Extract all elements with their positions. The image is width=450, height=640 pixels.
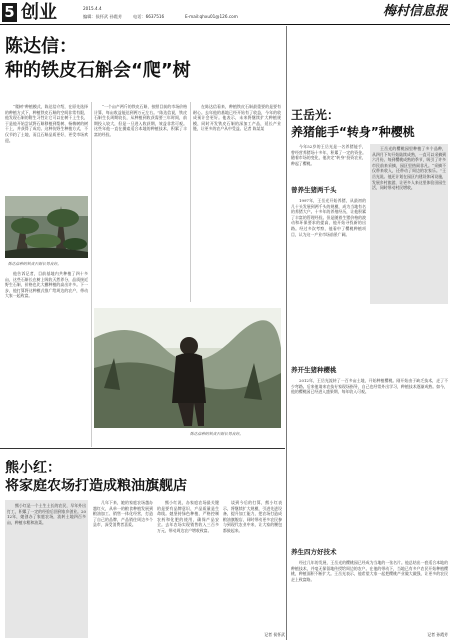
dendrobium-photo-graphic xyxy=(5,196,88,258)
section-title: 创业 xyxy=(21,2,57,23)
article-body: 他告诉记者，目前基地内共种植了四十多亩，这些石斛长在树上吸收天然养分，品质接近野生石斛，价格也比大棚种植的高出许多。下一步，他打算将这种模式推广给周边的农户，带动大家一起致富。 xyxy=(5,271,88,299)
article-body: 谈到今后的打算，熊小红表示，将继续扩大规模，引进先进设备，提升加工能力，把农场打造成粮油旗舰店，同时带动更多农民参与到现代农业中来，让大家的腰包都鼓起来。 xyxy=(223,500,282,533)
issue-date: 2015.4.4 xyxy=(83,6,102,11)
article-intro: 今年52岁的王岳光是一名养猪能手，曾经营养猪场十多年，积累了一定的资金。随着市场的变化，他决定“转身”投资农业，种起了樱桃。 xyxy=(291,144,366,166)
photo-farmer-woman xyxy=(94,308,281,428)
article-body: 在陈达信看来，种植铁皮石斛最重要的是要有耐心。去年他的基地已经开始有了收益，今年的收成预计会更好。他表示，未来将继续扩大种植规模，同时开发铁皮石斛的深加工产品，延长产业链，让更多的农户从中受益。记者 陈某某 xyxy=(193,104,281,132)
headline-chen-line2: 种的铁皮石斛会“爬”树 xyxy=(5,60,191,81)
email-line: E-mail:qhxu01@126.com xyxy=(185,14,238,19)
article-body: 经过几年的发展，王岳光的樱桃园已经成为当地的一张名片。他总结出一套适合本地的种植技术，并毫无保留地传授给周边的农户。在他的带动下，当地已有多户农民开始种植樱桃，种植面积不断扩大。王岳光表示，他希望大家一起把樱桃产业做大做强，让更多的农民走上致富路。 xyxy=(291,560,448,582)
column-rule xyxy=(91,102,92,447)
page-number-box xyxy=(2,3,17,22)
article-body: 王岳光的樱桃园里种植了多个品种，从四月下旬开始陆续成熟，一直可以采摘到六月份。每到樱桃成熟的季节，吸引了许多市民前来采摘，园区里热闹非凡。“采摘不仅带来收入，还带动了周边的农家乐。”王岳光说。他还计划在园区内建设休闲设施，发展乡村旅游，让更多人来这里体验田园生活，同时带动村民增收。 xyxy=(370,144,448,304)
article-body: 几年下来，她的家庭农场越办越红火，从单一的粮食种植发展到粮油加工、销售一体化经营，打造了自己的品牌，产品销往周边多个县市，深受消费者喜爱。 xyxy=(93,500,153,528)
paper-name: 梅村信息报 xyxy=(382,4,448,19)
article-body: 1997年，王岳光开始养猪，从最初的几十头发展到两千头的规模，成为当地有名的养猪大户。十多年的养殖经历，让他积累了丰富的管理经验。但是随着生猪价格的波动和环保要求的提高，他开始寻找新的出路。经过多次考察，他看中了樱桃种植项目，认为这一产业市场前景广阔。 xyxy=(291,198,366,237)
article-body: 熊小红是一个土生土长的农民，早年外出打工，积累了一定的经验后回到家乡创业。2012年，她创办了家庭农场，流转土地四百多亩，种植水稻和油菜。 xyxy=(5,500,88,638)
subhead-cherry-planting: 养开生猪种樱桃 xyxy=(291,366,337,374)
article-body: 2012年，王岳光流转了一百多亩土地，开始种植樱桃。刚开始由于缺乏技术，走了不少弯路。后来他请来农技专家现场指导，自己也经常外出学习，种植技术逐渐成熟。如今，他的樱桃园已经进入盛果期，每年收入可观。 xyxy=(291,378,448,395)
article-xiong-xiaohong xyxy=(0,450,285,640)
article-chen-daxin xyxy=(0,26,284,447)
article-body: “爬树”种植模式，陈达信介绍，在原先选择的种植方式下，种植铁皮石斛的空间非常有限，他发现石斛的附生习性让它可以在树干上生长，于是他开始尝试将石斛移植到梨树、杨梅树的树干上，并获得了成功。这种仿野生种植方式，不仅节约了土地，而且石斛品质更好，更受市场欢迎。 xyxy=(5,104,88,143)
phone-line: 电话：6637516 xyxy=(133,14,165,19)
subhead-pig-raising: 曾养生猪两千头 xyxy=(291,186,337,194)
signature-xiong: 记者 侯怀武 xyxy=(264,632,285,637)
subhead-technology: 养生四方好技术 xyxy=(291,548,337,556)
masthead-rule xyxy=(0,24,450,25)
photo-dendrobium xyxy=(5,196,88,258)
article-wang-yueguang xyxy=(288,26,450,640)
headline-chen-line1: 陈达信： xyxy=(5,36,77,57)
column-rule xyxy=(190,102,191,302)
photo-caption-farmer: 陈达信种的铁皮石斛长势良好。 xyxy=(190,431,244,436)
page-number: 5 xyxy=(4,3,15,21)
headline-wang-line2: 养猪能手“转身”种樱桃 xyxy=(291,125,415,139)
headline-wang-line1: 王岳光： xyxy=(291,108,340,122)
vertical-page-rule xyxy=(286,26,287,640)
farmer-woman-photo-graphic xyxy=(94,308,281,428)
editor-line: 编辑：侯怀武 孙霞芳 xyxy=(83,14,123,19)
photo-caption-chen: 陈达信种的铁皮石斛长势良好。 xyxy=(8,261,62,266)
signature-wang: 记者 孙霞芳 xyxy=(427,632,448,637)
horizontal-divider-left xyxy=(0,448,285,449)
headline-xiong-line2: 将家庭农场打造成粮油旗舰店 xyxy=(5,478,187,494)
article-body: “一个亩产两斤的铁皮石斛，按照目前的市场价格计算，每亩收益能达到两万元左右。”陈达信说，铁皮石斛生长周期较长，从种植到收获需要三年时间，前期投入较大，但是一旦进入收获期，效益非常可观。这些年他一直在摸索适合本地的种植技术，积累了丰富的经验。 xyxy=(94,104,187,137)
article-body: 熊小红说，办家庭农场最关键的是要有品牌意识，产品质量是生命线。她坚持绿色种植，严格控制农药和化肥的使用，确保产品安全。去年农场实现销售收入三百多万元，带动周边农户增收致富。 xyxy=(157,500,219,533)
headline-xiong-line1: 熊小红： xyxy=(5,460,61,476)
